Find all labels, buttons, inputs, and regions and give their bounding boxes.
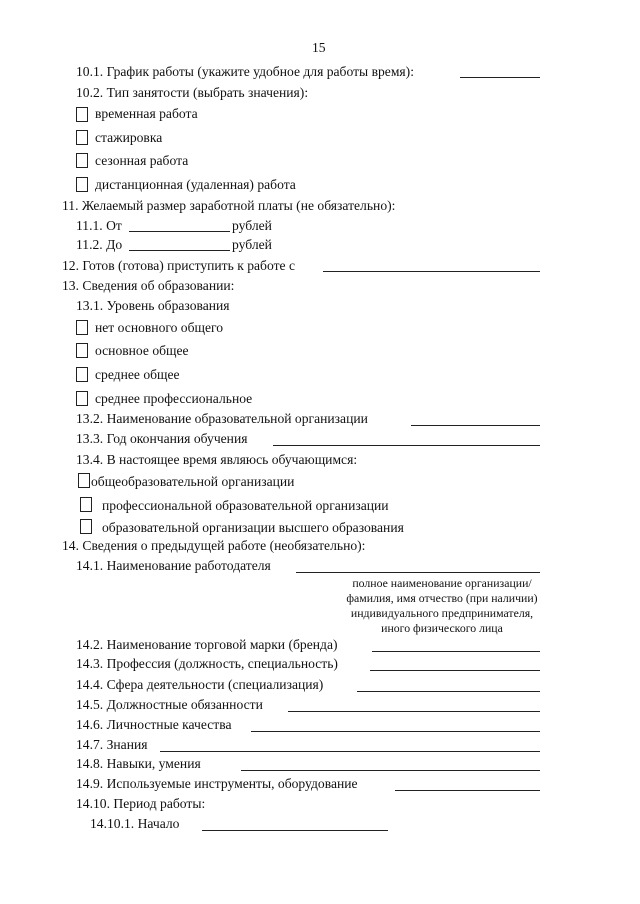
item-13-2-label: 13.2. Наименование образовательной организации <box>76 411 368 426</box>
checkbox-no-basic-general[interactable] <box>76 320 88 335</box>
option-remote-work: дистанционная (удаленная) работа <box>95 177 296 192</box>
graduation-year-field[interactable] <box>273 445 540 446</box>
item-14-2-label: 14.2. Наименование торговой марки (бренда) <box>76 637 338 652</box>
employer-note-line-1: полное наименование организации/ <box>352 576 532 590</box>
item-13-1-label: 13.1. Уровень образования <box>76 298 230 313</box>
employer-name-field[interactable] <box>296 572 540 573</box>
salary-from-field[interactable] <box>129 231 230 232</box>
item-14-9-label: 14.9. Используемые инструменты, оборудование <box>76 776 358 791</box>
brand-name-field[interactable] <box>372 651 540 652</box>
duties-field[interactable] <box>288 711 540 712</box>
option-temporary-work: временная работа <box>95 106 198 121</box>
item-14-7-label: 14.7. Знания <box>76 737 148 752</box>
personal-qualities-field[interactable] <box>251 731 540 732</box>
page-number: 15 <box>312 40 326 55</box>
work-start-field[interactable] <box>202 830 388 831</box>
checkbox-remote-work[interactable] <box>76 177 88 192</box>
item-14-10-label: 14.10. Период работы: <box>76 796 206 811</box>
item-14-5-label: 14.5. Должностные обязанности <box>76 697 263 712</box>
activity-field[interactable] <box>357 691 540 692</box>
item-10-1-label: 10.1. График работы (укажите удобное для работы время): <box>76 64 414 79</box>
institution-name-field[interactable] <box>411 425 540 426</box>
section-14-heading: 14. Сведения о предыдущей работе (необязательно): <box>62 538 366 553</box>
option-general-education-org: общеобразовательной организации <box>91 474 295 489</box>
checkbox-vocational-education-org[interactable] <box>80 497 92 512</box>
profession-field[interactable] <box>370 670 540 671</box>
option-basic-general: основное общее <box>95 343 189 358</box>
start-date-field[interactable] <box>323 271 540 272</box>
salary-to-field[interactable] <box>129 250 230 251</box>
checkbox-internship[interactable] <box>76 130 88 145</box>
employer-note-line-3: индивидуального предпринимателя, <box>350 606 534 620</box>
option-secondary-vocational: среднее профессиональное <box>95 391 253 406</box>
checkbox-secondary-general[interactable] <box>76 367 88 382</box>
item-10-1-field[interactable] <box>460 77 540 78</box>
checkbox-secondary-vocational[interactable] <box>76 391 88 406</box>
section-12-label: 12. Готов (готова) приступить к работе с <box>62 258 295 273</box>
item-14-4-label: 14.4. Сфера деятельности (специализация) <box>76 677 324 692</box>
item-10-2-label: 10.2. Тип занятости (выбрать значения): <box>76 85 309 100</box>
option-higher-education-org: образовательной организации высшего образования <box>102 520 404 535</box>
item-14-6-label: 14.6. Личностные качества <box>76 717 232 732</box>
option-no-basic-general: нет основного общего <box>95 320 224 335</box>
employer-note-line-2: фамилия, имя отчество (при наличии) <box>346 591 538 605</box>
salary-to-label: 11.2. До <box>76 237 123 252</box>
item-14-1-label: 14.1. Наименование работодателя <box>76 558 271 573</box>
option-seasonal-work: сезонная работа <box>95 153 189 168</box>
employer-note-line-4: иного физического лица <box>381 621 503 635</box>
checkbox-basic-general[interactable] <box>76 343 88 358</box>
section-13-heading: 13. Сведения об образовании: <box>62 278 235 293</box>
knowledge-field[interactable] <box>160 751 540 752</box>
item-13-4-label: 13.4. В настоящее время являюсь обучающимся: <box>76 452 358 467</box>
tools-field[interactable] <box>395 790 540 791</box>
salary-to-unit: рублей <box>232 237 272 252</box>
salary-from-label: 11.1. От <box>76 218 122 233</box>
section-11-heading: 11. Желаемый размер заработной платы (не обязательно): <box>62 198 396 213</box>
checkbox-seasonal-work[interactable] <box>76 153 88 168</box>
item-14-10-1-label: 14.10.1. Начало <box>90 816 180 831</box>
skills-field[interactable] <box>241 770 540 771</box>
salary-from-unit: рублей <box>232 218 272 233</box>
option-secondary-general: среднее общее <box>95 367 180 382</box>
option-internship: стажировка <box>95 130 163 145</box>
checkbox-general-education-org[interactable] <box>78 473 90 488</box>
item-14-8-label: 14.8. Навыки, умения <box>76 756 201 771</box>
item-14-3-label: 14.3. Профессия (должность, специальность) <box>76 656 338 671</box>
checkbox-higher-education-org[interactable] <box>80 519 92 534</box>
option-vocational-education-org: профессиональной образовательной организации <box>102 498 389 513</box>
checkbox-temporary-work[interactable] <box>76 107 88 122</box>
item-13-3-label: 13.3. Год окончания обучения <box>76 431 248 446</box>
